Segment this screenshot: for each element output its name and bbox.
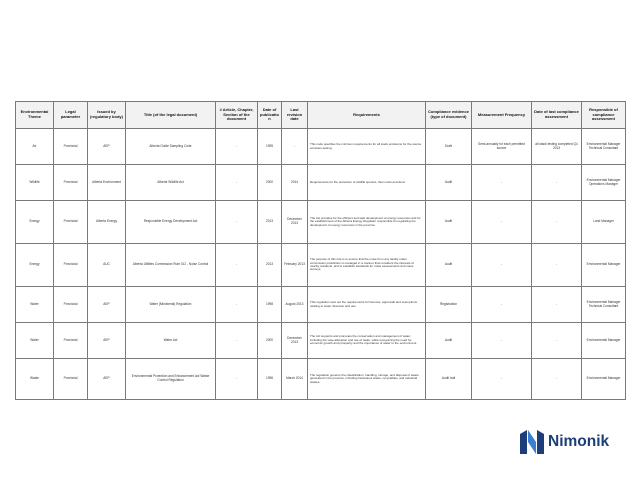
header-title: Title (of the legal document) bbox=[126, 102, 216, 129]
cell-legal-parameter: Provincial bbox=[54, 359, 88, 400]
header-issued-by: Issued by (regulatory body) bbox=[88, 102, 126, 129]
cell-frequency: - bbox=[472, 287, 532, 323]
cell-issued-by: AEP bbox=[88, 129, 126, 165]
cell-last-assessment: - bbox=[532, 165, 582, 201]
header-date-of-publication: Date of publication bbox=[258, 102, 282, 129]
cell-last-assessment: - bbox=[532, 244, 582, 287]
cell-compliance-evidence: Registration bbox=[426, 287, 472, 323]
header-date-last-assessment: Date of last compliance assessment bbox=[532, 102, 582, 129]
cell-legal-parameter: Provincial bbox=[54, 201, 88, 244]
cell-theme: Water bbox=[16, 287, 54, 323]
cell-article: - bbox=[216, 165, 258, 201]
cell-publication-date: 2000 bbox=[258, 323, 282, 359]
cell-publication-date: 1995 bbox=[258, 129, 282, 165]
table-row bbox=[16, 323, 626, 359]
cell-requirements: The Act supports and promotes the conservation and management of water, including the wise allocation and use of water, while recognizing the need for economic growth and prosperity and the importance of water to the environment. bbox=[308, 323, 426, 359]
cell-requirements: Requirements for the protection of wildlife species, their nests and dens. bbox=[308, 165, 426, 201]
cell-legal-parameter: Provincial bbox=[54, 165, 88, 201]
cell-legal-parameter: Provincial bbox=[54, 287, 88, 323]
table-row bbox=[16, 129, 626, 165]
cell-theme: Air bbox=[16, 129, 54, 165]
table-row bbox=[16, 244, 626, 287]
table-row bbox=[16, 201, 626, 244]
cell-revision-date: December 2013 bbox=[282, 201, 308, 244]
cell-revision-date: - bbox=[282, 129, 308, 165]
cell-frequency: - bbox=[472, 244, 532, 287]
cell-title: Alberta Utilities Commission Rule 012 - Noise Control bbox=[126, 244, 216, 287]
table-row bbox=[16, 287, 626, 323]
cell-revision-date: December 2013 bbox=[282, 323, 308, 359]
cell-issued-by: AEP bbox=[88, 287, 126, 323]
cell-article: - bbox=[216, 287, 258, 323]
cell-requirements: This code specifies the minimum requirements for all stack emissions for the source emission testing. bbox=[308, 129, 426, 165]
cell-revision-date: August 2013 bbox=[282, 287, 308, 323]
cell-theme: Waste bbox=[16, 359, 54, 400]
cell-requirements: The Act provides for the efficient and safe development of energy resources and for the establishment of the Alberta Energy Regulator responsible for regulating the development of energy resources in the province. bbox=[308, 201, 426, 244]
cell-last-assessment: - bbox=[532, 359, 582, 400]
cell-frequency: - bbox=[472, 165, 532, 201]
cell-article: - bbox=[216, 359, 258, 400]
cell-theme: Energy bbox=[16, 201, 54, 244]
nimonik-logo-mark-icon bbox=[520, 430, 544, 454]
cell-compliance-evidence: Audit trail bbox=[426, 359, 472, 400]
cell-compliance-evidence: Audit bbox=[426, 201, 472, 244]
cell-publication-date: 1996 bbox=[258, 359, 282, 400]
header-compliance-evidence: Compliance evidence (type of document) bbox=[426, 102, 472, 129]
cell-responsible: Land Manager bbox=[582, 201, 626, 244]
cell-issued-by: Alberta Energy bbox=[88, 201, 126, 244]
cell-title: Water (Ministerial) Regulation bbox=[126, 287, 216, 323]
regulatory-register-table bbox=[15, 101, 626, 400]
header-requirements: Requirements bbox=[308, 102, 426, 129]
cell-frequency: Semi-annually for each permitted source bbox=[472, 129, 532, 165]
cell-requirements: The purpose of this rule is to ensure that the noise from any facility under commission jurisdiction is managed in a manner that considers the interests of nearby residents, and to establish standards for noise assessments and noise surveys. bbox=[308, 244, 426, 287]
cell-revision-date: March 2014 bbox=[282, 359, 308, 400]
cell-theme: Energy bbox=[16, 244, 54, 287]
cell-legal-parameter: Provincial bbox=[54, 323, 88, 359]
cell-revision-date: February 2013 bbox=[282, 244, 308, 287]
cell-article: - bbox=[216, 201, 258, 244]
cell-frequency: - bbox=[472, 323, 532, 359]
cell-publication-date: 1998 bbox=[258, 287, 282, 323]
cell-requirements: The regulation governs the classification, handling, storage, and disposal of waste generated in the province, including hazardous waste, recyclables, and industrial wastes. bbox=[308, 359, 426, 400]
table-row bbox=[16, 359, 626, 400]
table-row bbox=[16, 165, 626, 201]
cell-last-assessment: - bbox=[532, 323, 582, 359]
cell-compliance-evidence: Audit bbox=[426, 244, 472, 287]
cell-issued-by: AUC bbox=[88, 244, 126, 287]
cell-frequency: - bbox=[472, 201, 532, 244]
cell-compliance-evidence: Audit bbox=[426, 323, 472, 359]
header-environmental-theme: Environmental Theme bbox=[16, 102, 54, 129]
cell-title: Responsible Energy Development Act bbox=[126, 201, 216, 244]
cell-requirements: This regulation sets out the requirements for licences, approvals and exemptions relating to water diversion and use. bbox=[308, 287, 426, 323]
cell-last-assessment: - bbox=[532, 287, 582, 323]
table-header-row bbox=[16, 102, 626, 129]
cell-responsible: Environmental Manager Technical Consultant bbox=[582, 287, 626, 323]
header-last-revision-date: Last revision date bbox=[282, 102, 308, 129]
cell-revision-date: 2014 bbox=[282, 165, 308, 201]
cell-responsible: Environmental Manager Operations Manager bbox=[582, 165, 626, 201]
cell-publication-date: 2013 bbox=[258, 244, 282, 287]
cell-frequency: - bbox=[472, 359, 532, 400]
cell-responsible: Environmental Manager bbox=[582, 359, 626, 400]
cell-legal-parameter: Provincial bbox=[54, 244, 88, 287]
cell-legal-parameter: Provincial bbox=[54, 129, 88, 165]
cell-last-assessment: all stack testing completed Q4 2013 bbox=[532, 129, 582, 165]
cell-responsible: Environmental Manager Technical Consultant bbox=[582, 129, 626, 165]
cell-title: Environmental Protection and Enhancement Act Waste Control Regulation bbox=[126, 359, 216, 400]
cell-compliance-evidence: Audit bbox=[426, 165, 472, 201]
header-responsible: Responsible of compliance assessment bbox=[582, 102, 626, 129]
header-article: # Article, Chapter, Section of the document bbox=[216, 102, 258, 129]
cell-compliance-evidence: Draft bbox=[426, 129, 472, 165]
cell-publication-date: 2000 bbox=[258, 165, 282, 201]
brand-logo bbox=[520, 430, 609, 454]
brand-name: Nimonik bbox=[548, 433, 610, 450]
cell-title: Water Act bbox=[126, 323, 216, 359]
header-measurement-frequency: Measurement Frequency bbox=[472, 102, 532, 129]
cell-article: - bbox=[216, 323, 258, 359]
header-legal-parameter: Legal parameter bbox=[54, 102, 88, 129]
cell-issued-by: AEP bbox=[88, 359, 126, 400]
cell-article: - bbox=[216, 129, 258, 165]
cell-issued-by: AEP bbox=[88, 323, 126, 359]
cell-publication-date: 2013 bbox=[258, 201, 282, 244]
cell-article: - bbox=[216, 244, 258, 287]
cell-theme: Water bbox=[16, 323, 54, 359]
cell-last-assessment: - bbox=[532, 201, 582, 244]
cell-issued-by: Alberta Environment bbox=[88, 165, 126, 201]
cell-responsible: Environmental Manager bbox=[582, 323, 626, 359]
cell-title: Alberta Wildlife Act bbox=[126, 165, 216, 201]
cell-responsible: Environmental Manager bbox=[582, 244, 626, 287]
cell-theme: Wildlife bbox=[16, 165, 54, 201]
cell-title: Alberta Guide Sampling Code bbox=[126, 129, 216, 165]
